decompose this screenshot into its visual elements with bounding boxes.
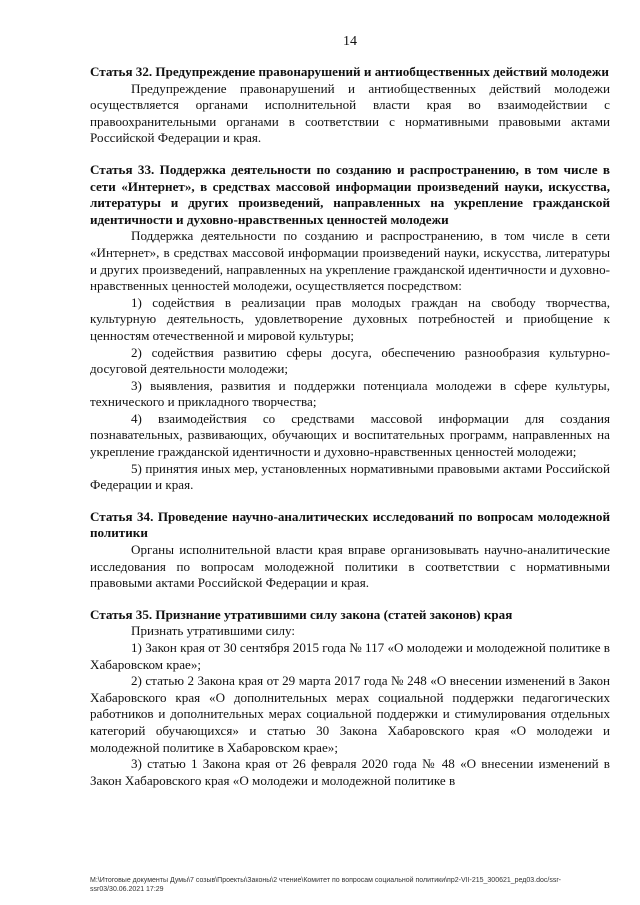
article-paragraph: Предупреждение правонарушений и антиобщественных действий молодежи осуществляется органами исполнительной власти края во взаимодействии с правоохранительными органами в соответствии с нормативными правовыми актами Российской Федерации и края. — [90, 80, 610, 146]
list-item: 1) Закон края от 30 сентября 2015 года № 117 «О молодежи и молодежной политике в Хабаровском крае»; — [90, 640, 610, 672]
list-item: 5) принятия иных мер, установленных нормативными правовыми актами Российской Федерации и края. — [90, 460, 610, 493]
page-number: 14 — [343, 34, 357, 49]
article-heading: Статья 33. Поддержка деятельности по созданию и распространению, в том числе в сети «Интернет», в средствах массовой информации произведений науки, искусства, литературы и других произведений, направленных на укрепление гражданской идентичности и духовно-нравственных ценностей молодежи — [90, 161, 610, 227]
article-heading: Статья 32. Предупреждение правонарушений и антиобщественных действий молодежи — [90, 64, 609, 79]
list-item: 1) содействия в реализации прав молодых граждан на свободу творчества, культурную деятельность, удовлетворение духовных потребностей и приобщение к ценностям отечественной и мировой культуры; — [90, 294, 610, 343]
article-33 — [90, 162, 610, 494]
article-heading: Статья 34. Проведение научно-аналитических исследований по вопросам молодежной политики — [90, 508, 610, 541]
article-paragraph: Органы исполнительной власти края вправе организовывать научно-аналитические исследования по вопросам молодежной политики в соответствии с нормативными правовыми актами Российской Федерации и края. — [90, 542, 610, 591]
document-path-footer: M:\Итоговые документы Думы\7 созыв\Проекты\Законы\2 чтение\Комитет по вопросам социальной политики\пр2-VII-215_300621_ред03.doc/ssr-ssr03/30.06.2021 17:29 — [90, 877, 562, 893]
article-35 — [90, 607, 610, 790]
article-heading: Статья 35. Признание утратившими силу закона (статей законов) края — [90, 606, 513, 622]
list-item: 2) статью 2 Закона края от 29 марта 2017 года № 248 «О внесении изменений в Закон Хабаровского края «О дополнительных мерах социальной поддержки педагогических работников и дополнительных мерах социальной поддержки и стимулирования отдельных категорий обучающихся» и статью 30 Закона Хабаровского края «О молодежи и молодежной политике в Хабаровском крае»; — [90, 673, 610, 755]
article-paragraph: Признать утратившими силу: — [131, 623, 296, 639]
article-paragraph: Поддержка деятельности по созданию и распространению, в том числе в сети «Интернет», в средствах массовой информации произведений науки, искусства, литературы и других произведений, направленных на укрепление гражданской идентичности и духовно-нравственных ценностей молодежи, осуществляется посредством: — [90, 228, 610, 294]
list-item: 3) статью 1 Закона края от 26 февраля 2020 года № 48 «О внесении изменений в Закон Хабаровского края «О молодежи и молодежной политике в — [90, 756, 610, 788]
list-item: 3) выявления, развития и поддержки потенциала молодежи в сфере культуры, технического и прикладного творчества; — [90, 377, 610, 410]
list-item: 4) взаимодействия со средствами массовой информации для создания познавательных, развивающих, обучающих и воспитательных программ, направленных на укрепление гражданской идентичности и духовно-нравственных ценностей молодежи; — [90, 410, 610, 460]
article-32 — [90, 64, 610, 147]
list-item: 2) содействия развитию сферы досуга, обеспечению разнообразия культурно-досуговой деятельности молодежи; — [90, 344, 610, 377]
document-page — [90, 34, 610, 789]
article-34 — [90, 509, 610, 592]
